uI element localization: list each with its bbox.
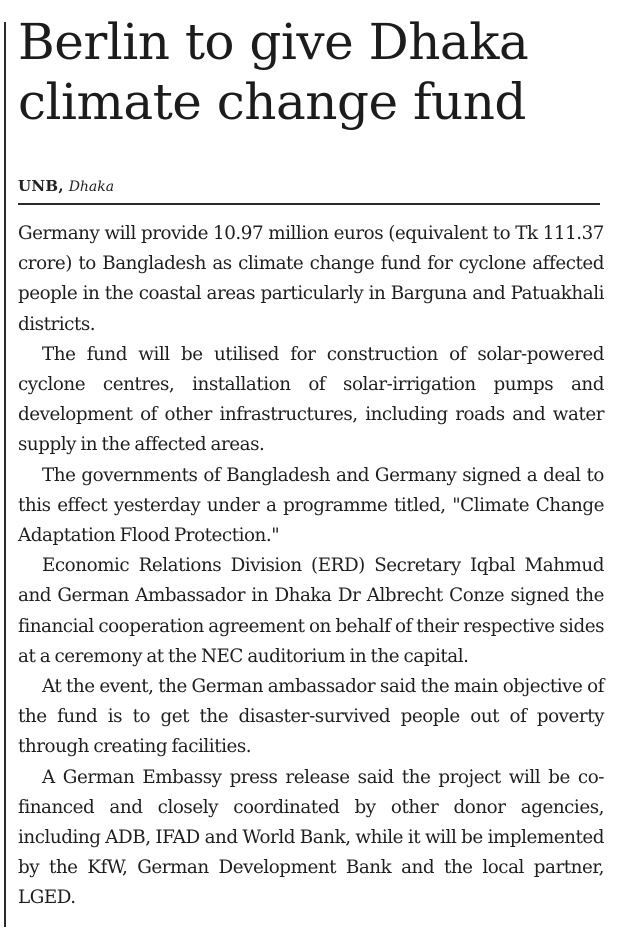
article-paragraph: The governments of Bangladesh and Germany signed a deal to this effect yesterday under a programme titled, "Climate Change Adaptation Flood Protection." — [18, 464, 604, 547]
byline-agency: UNB, — [18, 177, 64, 195]
byline-divider — [18, 203, 600, 205]
byline — [18, 176, 114, 197]
article-paragraph: A German Embassy press release said the project will be co-financed and closely coordinated by other donor agencies, including ADB, IFAD and World Bank, while it will be implemented by the KfW, German Development Bank and the local partner, LGED. — [18, 766, 604, 909]
article-paragraph: At the event, the German ambassador said the main objective of the fund is to get the disaster-survived people out of poverty through creating facilities. — [18, 676, 604, 758]
article-paragraph: Germany will provide 10.97 million euros (equivalent to Tk 111.37 crore) to Bangladesh as climate change fund for cyclone affected people in the coastal areas particularly in Barguna and Patuakhali districts. — [18, 223, 604, 335]
left-column-rule — [4, 22, 6, 927]
article-paragraph: The fund will be utilised for construction of solar-powered cyclone centres, installation of solar-irrigation pumps and development of other infrastructures, including roads and water supply in the affected areas. — [18, 343, 604, 456]
article-paragraph: Economic Relations Division (ERD) Secretary Iqbal Mahmud and German Ambassador in Dhaka Dr Albrecht Conze signed the financial cooperation agreement on behalf of their respective sides at a ceremony at the NEC auditorium in the capital. — [18, 555, 604, 667]
byline-location: Dhaka — [68, 179, 115, 195]
article-body — [18, 219, 604, 914]
headline: Berlin to give Dhaka climate change fund — [18, 13, 529, 131]
